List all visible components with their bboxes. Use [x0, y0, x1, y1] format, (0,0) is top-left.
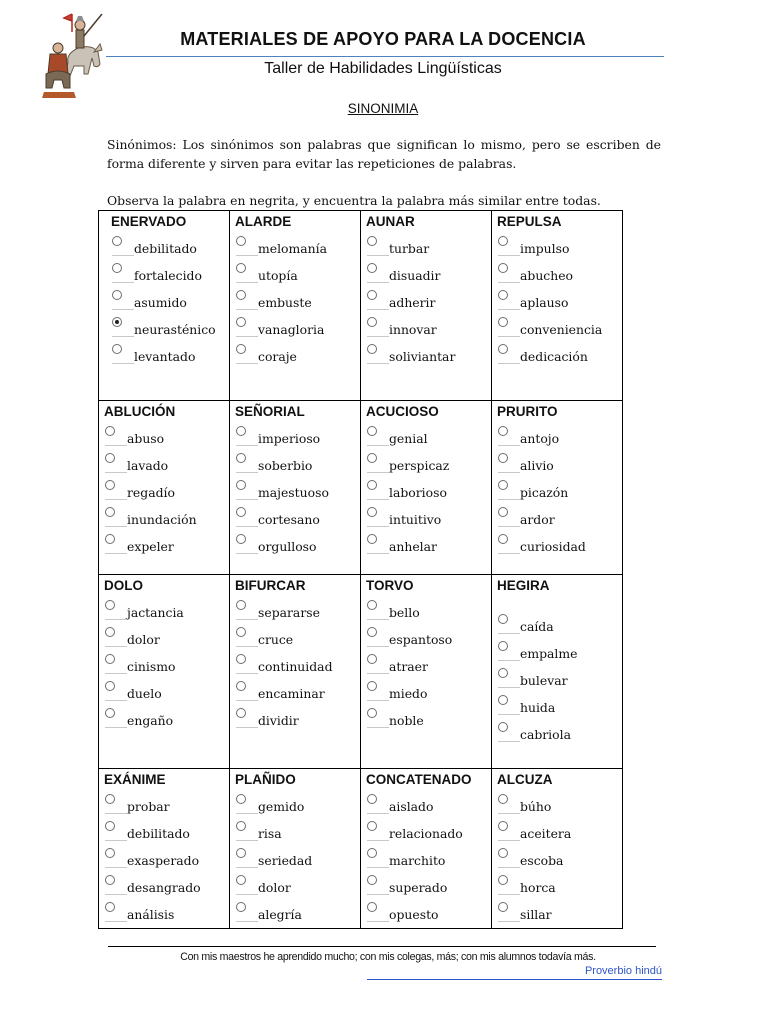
option-label: orgulloso: [258, 539, 317, 554]
radio-icon[interactable]: [236, 654, 246, 664]
answer-option[interactable]: [104, 707, 229, 734]
option-label: laborioso: [389, 485, 447, 500]
answer-option[interactable]: [111, 262, 229, 289]
section-title: SINONIMIA: [347, 101, 419, 116]
answer-option[interactable]: [497, 640, 622, 667]
option-label: dedicación: [520, 349, 588, 364]
answer-option[interactable]: [366, 533, 491, 560]
radio-icon[interactable]: [498, 794, 508, 804]
option-label: desangrado: [127, 880, 201, 895]
radio-icon[interactable]: [498, 902, 508, 912]
option-label: majestuoso: [258, 485, 329, 500]
option-label: separarse: [258, 605, 320, 620]
option-label: probar: [127, 799, 170, 814]
answer-option[interactable]: [235, 680, 360, 707]
option-label: atraer: [389, 659, 428, 674]
option-label: miedo: [389, 686, 428, 701]
radio-icon[interactable]: [498, 480, 508, 490]
answer-option[interactable]: [497, 479, 622, 506]
option-label: seriedad: [258, 853, 313, 868]
radio-icon[interactable]: [498, 821, 508, 831]
radio-icon[interactable]: [498, 641, 508, 651]
option-label: debilitado: [127, 826, 190, 841]
radio-icon[interactable]: [367, 290, 377, 300]
radio-icon[interactable]: [498, 426, 508, 436]
answer-option[interactable]: [366, 262, 491, 289]
option-label: adherir: [389, 295, 436, 310]
option-label: dividir: [258, 713, 299, 728]
option-label: sillar: [520, 907, 552, 922]
option-label: escoba: [520, 853, 564, 868]
target-word: AUNAR: [366, 214, 415, 229]
radio-icon[interactable]: [367, 534, 377, 544]
answer-option[interactable]: [104, 533, 229, 560]
option-label: intuitivo: [389, 512, 442, 527]
option-label: cabriola: [520, 727, 571, 742]
exercise-cell: [230, 575, 361, 769]
answer-option[interactable]: [497, 820, 622, 847]
option-label: coraje: [258, 349, 297, 364]
answer-option[interactable]: [235, 901, 360, 928]
option-label: picazón: [520, 485, 569, 500]
option-label: jactancia: [127, 605, 184, 620]
definition-paragraph: Sinónimos: Los sinónimos son palabras que significan lo mismo, pero se escriben de forma diferente y sirven para evitar las repeticiones de palabras.: [107, 137, 661, 171]
answer-option[interactable]: [111, 316, 229, 343]
answer-option[interactable]: [366, 235, 491, 262]
radio-icon[interactable]: [367, 453, 377, 463]
answer-option[interactable]: [497, 506, 622, 533]
document-title: MATERIALES DE APOYO PARA LA DOCENCIA: [180, 29, 586, 49]
answer-option[interactable]: [235, 626, 360, 653]
option-label: turbar: [389, 241, 430, 256]
radio-icon[interactable]: [367, 821, 377, 831]
option-label: utopía: [258, 268, 298, 283]
option-label: bulevar: [520, 673, 568, 688]
option-label: neurasténico: [134, 322, 216, 337]
option-label: ardor: [520, 512, 555, 527]
target-word: SEÑORIAL: [235, 404, 305, 419]
target-word: ALARDE: [235, 214, 292, 229]
radio-icon[interactable]: [367, 344, 377, 354]
option-label: soliviantar: [389, 349, 456, 364]
answer-option[interactable]: [497, 343, 622, 370]
answer-option[interactable]: [497, 694, 622, 721]
target-word: ALCUZA: [497, 772, 553, 787]
option-label: cruce: [258, 632, 294, 647]
radio-icon[interactable]: [498, 534, 508, 544]
option-label: innovar: [389, 322, 437, 337]
radio-icon[interactable]: [236, 426, 246, 436]
option-label: lavado: [127, 458, 169, 473]
option-label: exasperado: [127, 853, 200, 868]
answer-option[interactable]: [366, 506, 491, 533]
option-label: abuso: [127, 431, 165, 446]
option-label: embuste: [258, 295, 312, 310]
option-label: anhelar: [389, 539, 437, 554]
answer-option[interactable]: [235, 289, 360, 316]
option-label: perspicaz: [389, 458, 450, 473]
option-label: horca: [520, 880, 556, 895]
radio-icon[interactable]: [498, 317, 508, 327]
target-word: TORVO: [366, 578, 414, 593]
radio-icon[interactable]: [105, 821, 115, 831]
radio-icon[interactable]: [498, 236, 508, 246]
answer-option[interactable]: [104, 452, 229, 479]
footer-author-underline: [367, 979, 662, 980]
answer-option[interactable]: [235, 533, 360, 560]
answer-option[interactable]: [497, 262, 622, 289]
footer-divider: [108, 946, 656, 947]
target-word: DOLO: [104, 578, 143, 593]
answer-option[interactable]: [111, 235, 229, 262]
answer-option[interactable]: [235, 874, 360, 901]
radio-icon[interactable]: [105, 627, 115, 637]
option-label: superado: [389, 880, 448, 895]
answer-option[interactable]: [111, 343, 229, 370]
radio-icon[interactable]: [236, 794, 246, 804]
exercise-grid: [98, 210, 623, 929]
radio-icon[interactable]: [498, 722, 508, 732]
radio-icon[interactable]: [105, 453, 115, 463]
radio-icon[interactable]: [367, 507, 377, 517]
option-label: conveniencia: [520, 322, 603, 337]
radio-icon[interactable]: [105, 708, 115, 718]
exercise-cell: [361, 401, 492, 575]
option-label: espantoso: [389, 632, 453, 647]
radio-icon[interactable]: [236, 480, 246, 490]
option-label: encaminar: [258, 686, 325, 701]
option-label: melomanía: [258, 241, 327, 256]
radio-icon[interactable]: [236, 507, 246, 517]
answer-option[interactable]: [104, 599, 229, 626]
radio-icon[interactable]: [105, 681, 115, 691]
radio-icon[interactable]: [105, 654, 115, 664]
radio-icon[interactable]: [236, 344, 246, 354]
exercise-cell: [99, 575, 230, 769]
answer-option[interactable]: [104, 847, 229, 874]
answer-option[interactable]: [366, 707, 491, 734]
option-label: abucheo: [520, 268, 574, 283]
radio-icon[interactable]: [105, 600, 115, 610]
target-word: ABLUCIÓN: [104, 404, 176, 419]
option-label: alivio: [520, 458, 554, 473]
answer-option[interactable]: [235, 262, 360, 289]
target-word: BIFURCAR: [235, 578, 306, 593]
radio-icon[interactable]: [367, 263, 377, 273]
option-label: cinismo: [127, 659, 176, 674]
radio-checked-icon[interactable]: [112, 317, 122, 327]
radio-icon[interactable]: [112, 236, 122, 246]
radio-icon[interactable]: [105, 848, 115, 858]
answer-option[interactable]: [235, 343, 360, 370]
option-label: dolor: [127, 632, 160, 647]
option-label: asumido: [134, 295, 187, 310]
answer-option[interactable]: [497, 667, 622, 694]
exercise-cell: [361, 211, 492, 401]
option-label: gemido: [258, 799, 305, 814]
radio-icon[interactable]: [236, 290, 246, 300]
option-label: disuadir: [389, 268, 441, 283]
exercise-cell: [230, 769, 361, 929]
answer-option[interactable]: [497, 425, 622, 452]
radio-icon[interactable]: [105, 794, 115, 804]
radio-icon[interactable]: [367, 875, 377, 885]
exercise-row: [99, 401, 623, 575]
answer-option[interactable]: [366, 847, 491, 874]
answer-option[interactable]: [235, 316, 360, 343]
answer-option[interactable]: [366, 289, 491, 316]
option-label: huida: [520, 700, 556, 715]
option-label: relacionado: [389, 826, 463, 841]
radio-icon[interactable]: [112, 344, 122, 354]
option-label: genial: [389, 431, 428, 446]
exercise-cell: [230, 211, 361, 401]
radio-icon[interactable]: [236, 453, 246, 463]
answer-option[interactable]: [497, 847, 622, 874]
radio-icon[interactable]: [236, 821, 246, 831]
radio-icon[interactable]: [105, 875, 115, 885]
option-label: fortalecido: [134, 268, 202, 283]
answer-option[interactable]: [104, 820, 229, 847]
option-label: bello: [389, 605, 420, 620]
answer-option[interactable]: [104, 506, 229, 533]
answer-option[interactable]: [235, 847, 360, 874]
radio-icon[interactable]: [367, 681, 377, 691]
radio-icon[interactable]: [498, 453, 508, 463]
radio-icon[interactable]: [367, 848, 377, 858]
radio-icon[interactable]: [367, 654, 377, 664]
answer-option[interactable]: [366, 316, 491, 343]
target-word: PLAÑIDO: [235, 772, 296, 787]
option-label: caída: [520, 619, 554, 634]
radio-icon[interactable]: [498, 668, 508, 678]
radio-icon[interactable]: [105, 534, 115, 544]
radio-icon[interactable]: [236, 534, 246, 544]
radio-icon[interactable]: [498, 848, 508, 858]
answer-option[interactable]: [104, 680, 229, 707]
exercise-cell: [230, 401, 361, 575]
exercise-cell: [492, 769, 623, 929]
radio-icon[interactable]: [236, 708, 246, 718]
answer-option[interactable]: [497, 721, 622, 748]
radio-icon[interactable]: [236, 627, 246, 637]
option-label: dolor: [258, 880, 291, 895]
answer-option[interactable]: [235, 506, 360, 533]
option-label: vanagloria: [258, 322, 325, 337]
exercise-cell: [492, 401, 623, 575]
answer-option[interactable]: [366, 452, 491, 479]
option-label: curiosidad: [520, 539, 586, 554]
exercise-cell: [99, 769, 230, 929]
radio-icon[interactable]: [236, 236, 246, 246]
radio-icon[interactable]: [105, 426, 115, 436]
answer-option[interactable]: [497, 452, 622, 479]
answer-option[interactable]: [235, 599, 360, 626]
radio-icon[interactable]: [367, 794, 377, 804]
answer-option[interactable]: [235, 235, 360, 262]
target-word: CONCATENADO: [366, 772, 472, 787]
radio-icon[interactable]: [367, 708, 377, 718]
exercise-cell: [361, 769, 492, 929]
radio-icon[interactable]: [367, 236, 377, 246]
answer-option[interactable]: [235, 793, 360, 820]
answer-option[interactable]: [235, 707, 360, 734]
radio-icon[interactable]: [112, 263, 122, 273]
answer-option[interactable]: [497, 613, 622, 640]
option-label: regadío: [127, 485, 175, 500]
option-label: noble: [389, 713, 424, 728]
exercise-cell: [492, 575, 623, 769]
radio-icon[interactable]: [112, 290, 122, 300]
target-word: ACUCIOSO: [366, 404, 439, 419]
option-label: duelo: [127, 686, 162, 701]
radio-icon[interactable]: [236, 681, 246, 691]
exercise-row: [99, 575, 623, 769]
radio-icon[interactable]: [236, 875, 246, 885]
answer-option[interactable]: [497, 316, 622, 343]
option-label: antojo: [520, 431, 560, 446]
option-label: continuidad: [258, 659, 333, 674]
answer-option[interactable]: [104, 901, 229, 928]
radio-icon[interactable]: [105, 507, 115, 517]
option-label: marchito: [389, 853, 446, 868]
option-label: inundación: [127, 512, 197, 527]
answer-option[interactable]: [366, 626, 491, 653]
radio-icon[interactable]: [498, 614, 508, 624]
answer-option[interactable]: [497, 235, 622, 262]
option-label: aceitera: [520, 826, 572, 841]
option-label: búho: [520, 799, 552, 814]
target-word: PRURITO: [497, 404, 558, 419]
answer-option[interactable]: [104, 653, 229, 680]
answer-option[interactable]: [235, 479, 360, 506]
radio-icon[interactable]: [236, 317, 246, 327]
footer-author-link[interactable]: Proverbio hindú: [584, 965, 662, 977]
exercise-row: [99, 769, 623, 929]
answer-option[interactable]: [366, 425, 491, 452]
target-word: ENERVADO: [111, 214, 187, 229]
answer-option[interactable]: [497, 901, 622, 928]
radio-icon[interactable]: [236, 600, 246, 610]
option-label: expeler: [127, 539, 174, 554]
exercise-cell: [99, 211, 230, 401]
answer-option[interactable]: [366, 653, 491, 680]
answer-option[interactable]: [104, 874, 229, 901]
answer-option[interactable]: [235, 820, 360, 847]
answer-option[interactable]: [235, 425, 360, 452]
target-word: EXÁNIME: [104, 772, 166, 787]
option-label: alegría: [258, 907, 302, 922]
answer-option[interactable]: [497, 793, 622, 820]
answer-option[interactable]: [366, 599, 491, 626]
radio-icon[interactable]: [367, 902, 377, 912]
answer-option[interactable]: [366, 793, 491, 820]
option-label: aplauso: [520, 295, 569, 310]
radio-icon[interactable]: [498, 695, 508, 705]
option-label: debilitado: [134, 241, 197, 256]
footer-quote: Con mis maestros he aprendido mucho; con mis colegas, más; con mis alumnos todavía más.: [180, 951, 596, 963]
answer-option[interactable]: [235, 452, 360, 479]
answer-option[interactable]: [497, 533, 622, 560]
option-label: impulso: [520, 241, 570, 256]
exercise-row: [99, 211, 623, 401]
radio-icon[interactable]: [236, 263, 246, 273]
option-label: imperioso: [258, 431, 321, 446]
radio-icon[interactable]: [367, 600, 377, 610]
exercise-cell: [492, 211, 623, 401]
target-word: HEGIRA: [497, 578, 550, 593]
exercise-cell: [361, 575, 492, 769]
option-label: análisis: [127, 907, 175, 922]
exercise-cell: [99, 401, 230, 575]
answer-option[interactable]: [366, 680, 491, 707]
radio-icon[interactable]: [367, 627, 377, 637]
radio-icon[interactable]: [105, 480, 115, 490]
answer-option[interactable]: [366, 820, 491, 847]
radio-icon[interactable]: [498, 290, 508, 300]
option-label: opuesto: [389, 907, 439, 922]
answer-option[interactable]: [366, 343, 491, 370]
radio-icon[interactable]: [498, 875, 508, 885]
radio-icon[interactable]: [367, 426, 377, 436]
option-label: cortesano: [258, 512, 320, 527]
radio-icon[interactable]: [498, 263, 508, 273]
don-quixote-logo-icon: [40, 8, 106, 100]
answer-option[interactable]: [104, 626, 229, 653]
answer-option[interactable]: [497, 874, 622, 901]
option-label: empalme: [520, 646, 578, 661]
option-label: engaño: [127, 713, 174, 728]
answer-option[interactable]: [104, 479, 229, 506]
answer-option[interactable]: [497, 289, 622, 316]
option-label: levantado: [134, 349, 196, 364]
radio-icon[interactable]: [367, 480, 377, 490]
instruction-text: Observa la palabra en negrita, y encuentra la palabra más similar entre todas.: [107, 193, 601, 208]
title-divider: [106, 56, 664, 57]
answer-option[interactable]: [111, 289, 229, 316]
option-label: soberbio: [258, 458, 313, 473]
radio-icon[interactable]: [105, 902, 115, 912]
answer-option[interactable]: [104, 425, 229, 452]
target-word: REPULSA: [497, 214, 562, 229]
document-subtitle: Taller de Habilidades Lingüísticas: [264, 60, 502, 77]
answer-option[interactable]: [366, 874, 491, 901]
option-label: aislado: [389, 799, 434, 814]
radio-icon[interactable]: [498, 507, 508, 517]
option-label: risa: [258, 826, 282, 841]
radio-icon[interactable]: [236, 848, 246, 858]
radio-icon[interactable]: [236, 902, 246, 912]
radio-icon[interactable]: [367, 317, 377, 327]
answer-option[interactable]: [366, 901, 491, 928]
answer-option[interactable]: [235, 653, 360, 680]
radio-icon[interactable]: [498, 344, 508, 354]
answer-option[interactable]: [104, 793, 229, 820]
answer-option[interactable]: [366, 479, 491, 506]
